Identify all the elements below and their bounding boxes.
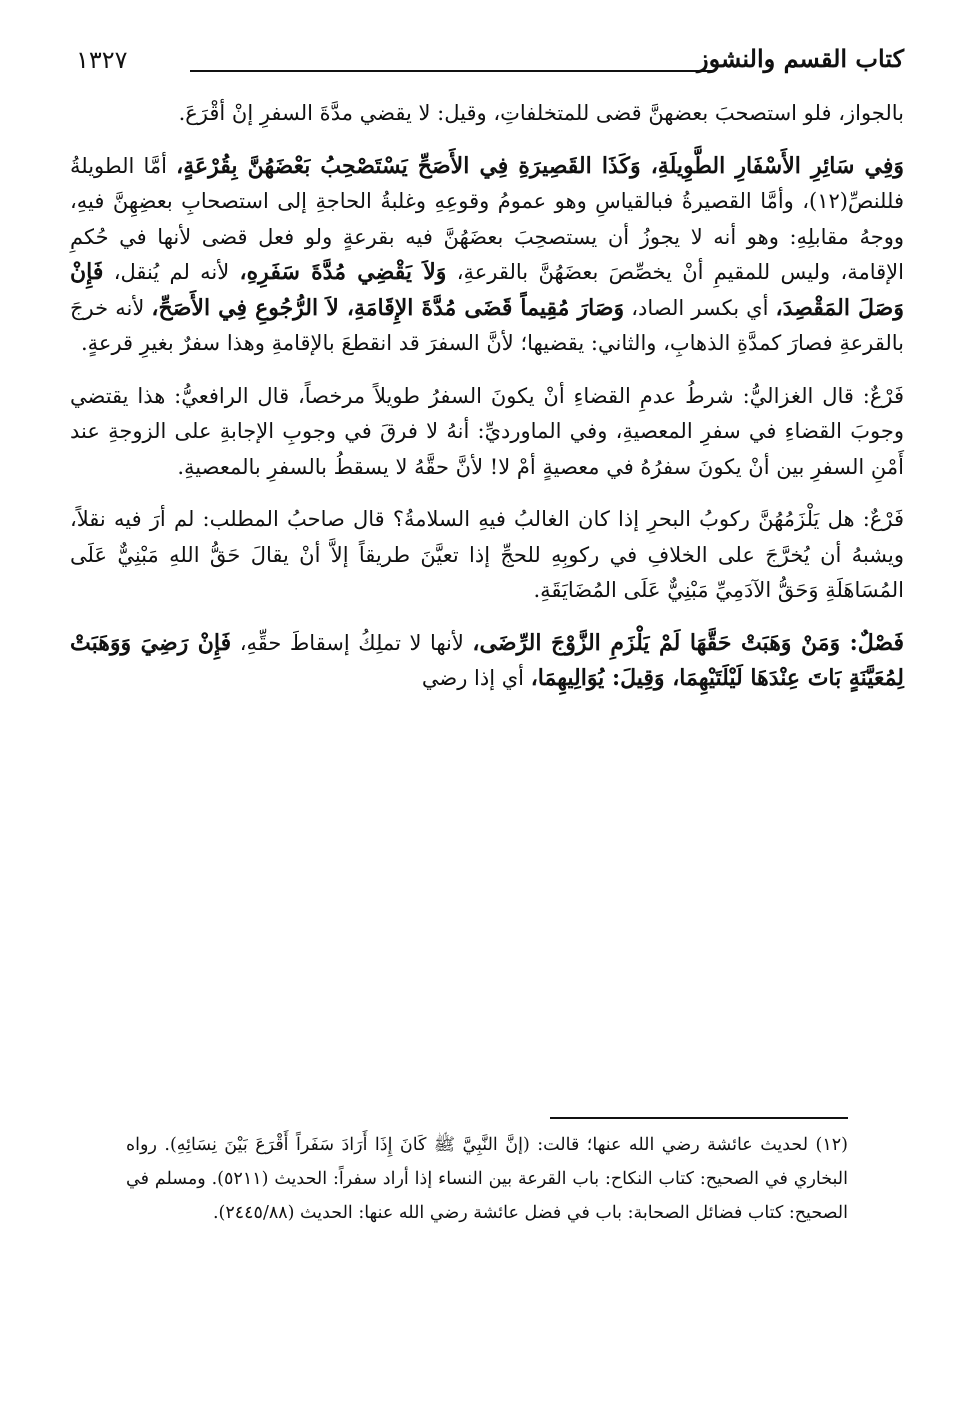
text-segment: لأنها لا تملِكُ إسقاطَ حقِّهِ،: [231, 630, 464, 655]
matn-segment: وَفِي سَائِرِ الأَسْفَارِ الطَّوِيلَةِ، وَكَذَا القَصِيرَةِ فِي الأَصَحِّ يَسْتَصْحِبُ بَعْضَهُنَّ بِقُرْعَةٍ،: [176, 152, 904, 179]
footnote-rule: [550, 1117, 848, 1119]
page-number: ١٣٢٧: [76, 46, 128, 74]
footnote-text: (١٢) لحديث عائشة رضي الله عنها؛ قالت: (إنَّ النَّبِيَّ ﷺ كَانَ إِذَا أَرَادَ سَفَراً أَقْرَعَ بَيْنَ نِسَائِهِ). رواه البخاري في الصحيح: كتاب النكاح: باب القرعة بين النساء إذا أراد سفراً: الحديث (٥٢١١). ومسلم في الصحيح: كتاب فضائل الصحابة: باب في فضل عائشة رضي الله عنها: الحديث (٢٤٤٥/٨٨).: [126, 1135, 848, 1223]
matn-segment: فَإِنْ وَصَلَ المَقْصِدَ،: [70, 259, 904, 321]
text-segment: أي بكسر الصاد،: [624, 295, 769, 320]
paragraph: [70, 149, 904, 362]
text-segment: أمَّا الطويلةُ فللنصِّ(١٢)، وأمَّا القصيرةُ فبالقياسِ وهو عمومُ وقوعِهِ وغلبةُ الحاجةِ إلى استصحابِ بعضِهِنَّ فيهِ، ووجهُ مقابلِهِ: وهو أنه لا يجوزُ أن يستصحِبَ بعضَهُنَّ فيه بقرعةٍ ولو فعل قضى لأنها في حُكمِ الإقامة، وليس للمقيمِ أنْ يخصِّصَ بعضَهُنَّ بالقرعةِ،: [70, 153, 904, 284]
page-header: [70, 40, 904, 80]
main-text: [70, 96, 904, 714]
chapter-title: كتاب القسم والنشوز: [697, 44, 904, 73]
matn-segment: فَإِنْ رَضِيَ وَوَهَبَتْ لِمُعَيَّنَةٍ بَاتَ عِنْدَهَا لَيْلَتَيْهِمَا، وَقِيلَ: يُوَالِيهِمَا،: [70, 629, 904, 691]
footnote: [126, 1128, 848, 1230]
header-rule: [190, 70, 714, 72]
matn-segment: وَصَارَ مُقِيماً قَضَى مُدَّةَ الإِقَامَةِ، لاَ الرُّجُوعِ فِي الأَصَحِّ،: [151, 294, 625, 321]
paragraph: [70, 502, 904, 609]
matn-segment: فَصْلٌ: وَمَنْ وَهَبَتْ حَقَّهَا لَمْ يَلْزَمِ الزَّوْجَ الرِّضَى،: [472, 629, 904, 656]
paragraph: [70, 626, 904, 697]
text-segment: أي إذا رضي: [421, 666, 525, 690]
matn-segment: وَلاَ يَقْضِي مُدَّةَ سَفَرِهِ،: [239, 259, 447, 285]
text-segment: بالجواز، فلو استصحبَ بعضهنَّ قضى للمتخلفاتِ، وقيل: لا يقضي مدَّةَ السفرِ إنْ أقْرَعَ.: [178, 101, 904, 125]
text-segment: لأنه خرجَ بالقرعةِ فصارَ كمدَّةِ الذهابِ، والثاني: يقضيها؛ لأنَّ السفرَ قد انقطعَ بالإقامةِ وهذا سفرٌ بغيرِ قرعةٍ.: [70, 295, 904, 355]
paragraph: [70, 96, 904, 132]
text-segment: فَرْعٌ: قال الغزاليُّ: شرطُ عدمِ القضاءِ أنْ يكونَ السفرُ طويلاً مرخصاً، قال الرافعيُّ: هذا يقتضي وجوبَ القضاءِ في سفرِ المعصيةِ، وفي الماورديِّ: أنهُ لا فرقَ في وجوبِ الإجابةِ على الزوجةِ عند أَمْنِ السفرِ بين أنْ يكونَ سفرُهُ في معصيةٍ أمْ لا! لأنَّ حقَّهُ لا يسقطُ بالسفرِ بالمعصيةِ.: [70, 383, 904, 479]
text-segment: فَرْعٌ: هل يَلْزَمُهُنَّ ركوبُ البحرِ إذا كان الغالبُ فيهِ السلامةُ؟ قال صاحبُ المطلب: لم أرَ فيه نقلاً، ويشبهُ أن يُخرَّجَ على الخلافِ في ركوبِهِ للحجِّ إذا تعيَّنَ طريقاً إلاَّ أنْ يقالَ حَقُّ اللهِ مَبْنِيٌّ عَلَى المُسَاهَلَةِ وَحَقُّ الآدَمِيِّ مَبْنِيٌّ عَلَى المُضَايَقَةِ.: [70, 507, 904, 602]
paragraph: [70, 379, 904, 486]
text-segment: لأنه لم يُنقل،: [103, 260, 230, 284]
